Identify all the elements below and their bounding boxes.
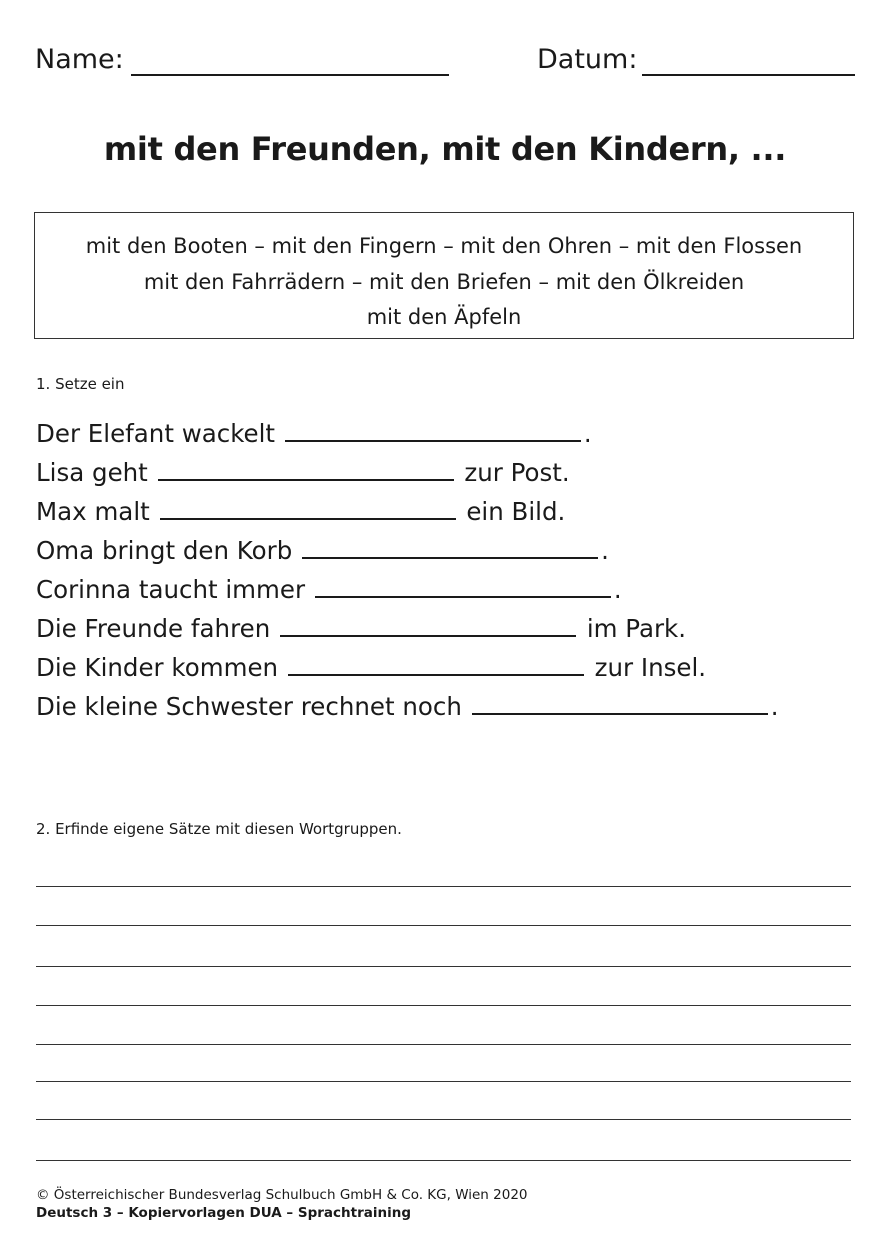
- sentence-end: ein Bild.: [466, 497, 566, 526]
- answer-blank[interactable]: [302, 556, 598, 559]
- word-box-line-1: mit den Booten – mit den Fingern – mit den Ohren – mit den Flossen: [85, 234, 803, 258]
- writing-line[interactable]: [36, 925, 851, 926]
- writing-line[interactable]: [36, 1160, 851, 1161]
- footer: [36, 1186, 528, 1222]
- sentence-end: .: [583, 419, 592, 448]
- sentence-8: [36, 687, 778, 726]
- word-group-box: [34, 212, 854, 339]
- sentence-end: .: [601, 536, 609, 565]
- word-box-line-2: mit den Fahrrädern – mit den Briefen – mit den Ölkreiden: [143, 269, 745, 294]
- sentence-end: im Park.: [586, 614, 687, 643]
- sentence-start: Die kleine Schwester rechnet noch: [36, 692, 462, 721]
- sentence-start: Lisa geht: [36, 458, 148, 487]
- worksheet-title: mit den Freunden, mit den Kindern, ...: [103, 130, 787, 168]
- answer-blank[interactable]: [288, 673, 584, 676]
- sentence-1: [36, 414, 778, 453]
- answer-blank[interactable]: [160, 517, 456, 520]
- writing-line[interactable]: [36, 966, 851, 967]
- writing-line[interactable]: [36, 886, 851, 887]
- sentence-6: [36, 609, 778, 648]
- date-label: Datum:: [537, 44, 638, 75]
- sentence-5: [36, 570, 778, 609]
- writing-line[interactable]: [36, 1119, 851, 1120]
- copyright-text: © Österreichischer Bundesverlag Schulbuch GmbH & Co. KG, Wien 2020: [36, 1187, 528, 1203]
- sentence-3: [36, 492, 778, 531]
- name-field-line[interactable]: [131, 74, 449, 76]
- sentence-end: .: [770, 692, 779, 721]
- sentence-start: Der Elefant wackelt: [36, 419, 276, 448]
- sentence-start: Corinna taucht immer: [36, 575, 306, 604]
- name-label: Name:: [35, 44, 124, 75]
- series-text: Deutsch 3 – Kopiervorlagen DUA – Sprachtraining: [36, 1205, 412, 1221]
- answer-blank[interactable]: [158, 478, 454, 481]
- answer-blank[interactable]: [285, 439, 581, 442]
- writing-line[interactable]: [36, 1005, 851, 1006]
- sentence-4: [36, 531, 778, 570]
- answer-blank[interactable]: [280, 634, 576, 637]
- sentence-end: zur Post.: [464, 458, 570, 487]
- writing-line[interactable]: [36, 1044, 851, 1045]
- sentence-end: zur Insel.: [594, 653, 707, 682]
- sentence-start: Die Kinder kommen: [36, 653, 279, 682]
- task-2-instruction: 2. Erfinde eigene Sätze mit diesen Wortgruppen.: [36, 820, 402, 838]
- fill-in-sentences: [36, 414, 778, 726]
- sentence-2: [36, 453, 778, 492]
- answer-blank[interactable]: [472, 712, 768, 715]
- task-1-instruction: 1. Setze ein: [36, 375, 125, 393]
- date-field-line[interactable]: [642, 74, 855, 76]
- writing-line[interactable]: [36, 1081, 851, 1082]
- sentence-end: .: [613, 575, 622, 604]
- sentence-start: Max malt: [36, 497, 150, 526]
- word-box-line-3: mit den Äpfeln: [366, 305, 522, 329]
- sentence-start: Die Freunde fahren: [36, 614, 271, 643]
- sentence-start: Oma bringt den Korb: [36, 536, 293, 565]
- sentence-7: [36, 648, 778, 687]
- answer-blank[interactable]: [315, 595, 611, 598]
